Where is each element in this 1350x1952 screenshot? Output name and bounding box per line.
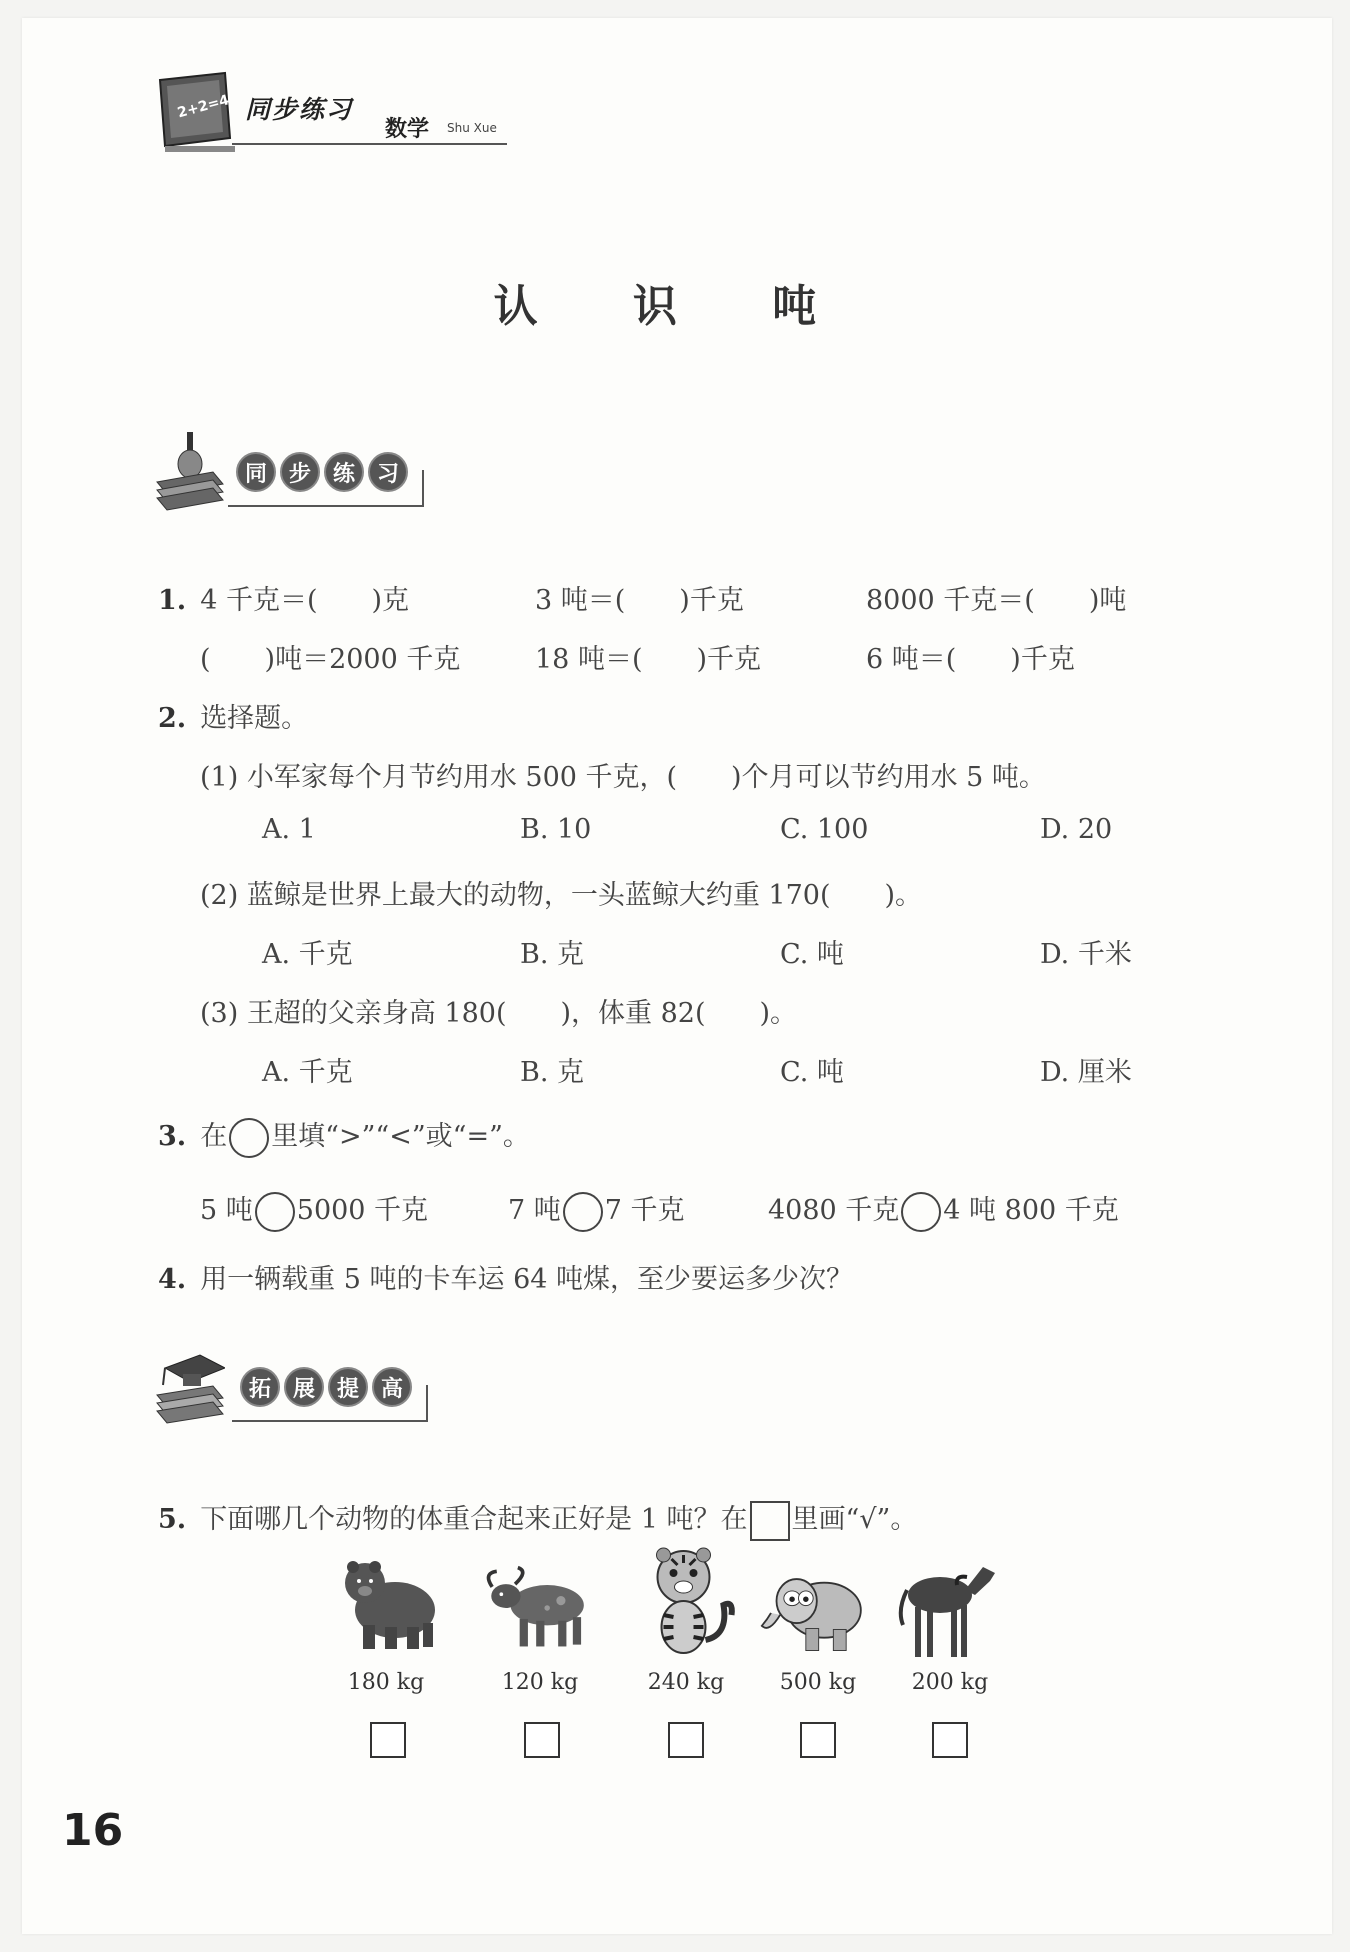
section-chip: 提 bbox=[328, 1367, 368, 1407]
choice-option: B. 克 bbox=[520, 1057, 585, 1088]
choice-option: A. 千克 bbox=[262, 1057, 353, 1088]
question-text: 在 bbox=[200, 1121, 228, 1152]
choice-stem: (3) 王超的父亲身高 180( )，体重 82( )。 bbox=[200, 998, 798, 1029]
animal-weight: 120 kg bbox=[501, 1670, 579, 1695]
choice-stem: (1) 小军家每个月节约用水 500 千克，( )个月可以节约用水 5 吨。 bbox=[200, 762, 1046, 793]
header-series: 同步练习 bbox=[245, 95, 354, 124]
horse-icon bbox=[895, 1555, 1005, 1665]
choice-option: A. 千克 bbox=[262, 939, 353, 970]
blank-item: 3 吨＝( )千克 bbox=[535, 585, 744, 616]
graduation-books-icon bbox=[155, 1350, 225, 1430]
choice-option: A. 1 bbox=[262, 814, 316, 845]
section-underline bbox=[228, 505, 424, 507]
question-text: 用一辆载重 5 吨的卡车运 64 吨煤，至少要运多少次？ bbox=[200, 1264, 854, 1295]
animal-weight: 180 kg bbox=[347, 1670, 425, 1695]
choice-option: B. 克 bbox=[520, 939, 585, 970]
compare-right: 4 吨 800 千克 bbox=[943, 1195, 1119, 1226]
checkbox-buffalo[interactable] bbox=[524, 1722, 560, 1758]
question-1-row-1 bbox=[158, 578, 409, 617]
section-chip: 习 bbox=[368, 452, 408, 492]
question-5 bbox=[158, 1497, 917, 1541]
question-number: 1. bbox=[158, 585, 187, 616]
choice-option: D. 厘米 bbox=[1040, 1057, 1132, 1088]
page-number: 16 bbox=[62, 1805, 124, 1856]
section-divider bbox=[422, 470, 424, 507]
header-underline bbox=[232, 143, 507, 145]
animal-weight: 200 kg bbox=[911, 1670, 989, 1695]
checkbox-tiger[interactable] bbox=[668, 1722, 704, 1758]
compare-circle[interactable] bbox=[563, 1192, 603, 1232]
question-text: 选择题。 bbox=[200, 703, 309, 734]
choice-option: C. 吨 bbox=[780, 939, 844, 970]
question-number: 2. bbox=[158, 703, 187, 734]
question-number: 5. bbox=[158, 1504, 187, 1535]
bear-icon bbox=[335, 1555, 445, 1655]
blackboard-logo-icon bbox=[155, 68, 240, 158]
section-chip: 同 bbox=[236, 452, 276, 492]
question-number: 4. bbox=[158, 1264, 187, 1295]
question-number: 3. bbox=[158, 1121, 187, 1152]
blank-item: 4 千克＝( )克 bbox=[200, 585, 410, 616]
compare-right: 7 千克 bbox=[604, 1195, 685, 1226]
choice-option: D. 20 bbox=[1040, 814, 1113, 845]
choice-option: D. 千米 bbox=[1040, 939, 1132, 970]
compare-left: 5 吨 bbox=[200, 1195, 253, 1226]
header-pinyin: Shu Xue bbox=[447, 121, 497, 135]
compare-right: 5000 千克 bbox=[296, 1195, 429, 1226]
checkbox-horse[interactable] bbox=[932, 1722, 968, 1758]
blank-item: 6 吨＝( )千克 bbox=[866, 644, 1075, 675]
compare-left: 4080 千克 bbox=[768, 1195, 900, 1226]
buffalo-icon bbox=[483, 1560, 593, 1655]
checkbox-elephant[interactable] bbox=[800, 1722, 836, 1758]
choice-option: C. 100 bbox=[780, 814, 869, 845]
page-title: 认 识 吨 bbox=[493, 281, 857, 332]
question-4 bbox=[158, 1257, 853, 1296]
choice-stem: (2) 蓝鲸是世界上最大的动物，一头蓝鲸大约重 170( )。 bbox=[200, 880, 923, 911]
section-chip: 展 bbox=[284, 1367, 324, 1407]
tiger-icon bbox=[636, 1545, 746, 1660]
blank-item: 8000 千克＝( )吨 bbox=[866, 585, 1127, 616]
animal-weight: 500 kg bbox=[779, 1670, 857, 1695]
header-subject: 数学 bbox=[385, 117, 430, 142]
choice-option: C. 吨 bbox=[780, 1057, 844, 1088]
books-icon bbox=[155, 432, 225, 512]
question-3 bbox=[158, 1114, 530, 1158]
compare-item bbox=[768, 1188, 1119, 1232]
question-text: 里填“>”“<”或“=”。 bbox=[271, 1121, 530, 1152]
elephant-icon bbox=[760, 1565, 870, 1660]
question-text: 里画“√”。 bbox=[791, 1504, 918, 1535]
compare-item bbox=[508, 1188, 685, 1232]
question-text: 下面哪几个动物的体重合起来正好是 1 吨？在 bbox=[200, 1504, 748, 1535]
checkbox-bear[interactable] bbox=[370, 1722, 406, 1758]
animal-weight: 240 kg bbox=[647, 1670, 725, 1695]
question-2 bbox=[158, 696, 308, 735]
section-chip: 高 bbox=[372, 1367, 412, 1407]
compare-circle[interactable] bbox=[255, 1192, 295, 1232]
section-sync-practice bbox=[236, 452, 412, 492]
compare-circle bbox=[229, 1118, 269, 1158]
compare-left: 7 吨 bbox=[508, 1195, 561, 1226]
section-underline bbox=[232, 1420, 428, 1422]
blank-item: 18 吨＝( )千克 bbox=[535, 644, 762, 675]
section-chip: 步 bbox=[280, 452, 320, 492]
svg-text:2+2=4: 2+2=4 bbox=[175, 92, 231, 122]
choice-option: B. 10 bbox=[520, 814, 592, 845]
compare-item bbox=[200, 1188, 428, 1232]
blank-item: ( )吨＝2000 千克 bbox=[200, 644, 461, 675]
section-divider bbox=[426, 1385, 428, 1422]
section-chip: 练 bbox=[324, 452, 364, 492]
compare-circle[interactable] bbox=[901, 1192, 941, 1232]
check-square bbox=[750, 1501, 790, 1541]
section-chip: 拓 bbox=[240, 1367, 280, 1407]
section-extension bbox=[240, 1367, 416, 1407]
